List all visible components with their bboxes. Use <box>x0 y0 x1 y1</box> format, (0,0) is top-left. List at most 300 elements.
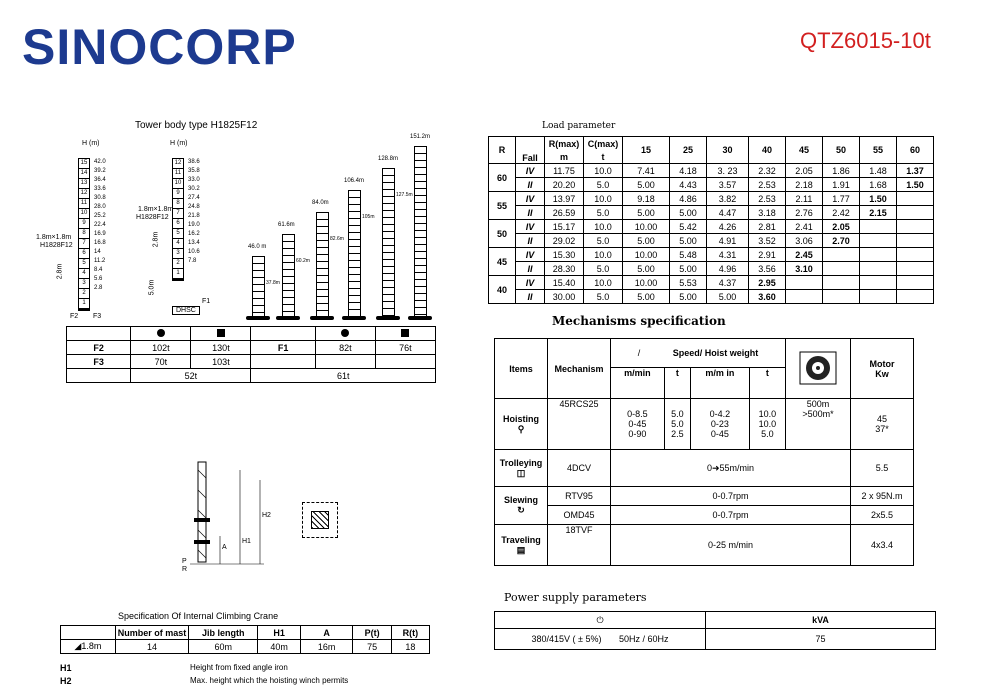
lp-value: 5.00 <box>623 206 670 220</box>
lp-value: 9.18 <box>623 192 670 206</box>
label-h1828-b: H1828F12 <box>136 214 169 221</box>
lp-value: 1.86 <box>822 164 859 178</box>
power-freq: 50Hz / 60Hz <box>618 634 669 644</box>
lp-rmax: 29.02 <box>545 234 584 248</box>
lp-h-r4: 45 <box>785 137 822 164</box>
load-row <box>489 290 934 304</box>
f2-b: 130t <box>191 341 251 355</box>
mast-height: 7.8 <box>188 258 197 264</box>
climbing-crane-figure <box>180 460 300 573</box>
mast-section: 11 <box>172 168 184 178</box>
hoist-w2 <box>749 399 785 450</box>
clim-h5: P(t) <box>353 626 391 640</box>
jib-side-label: 60.2m <box>296 258 310 264</box>
hoist-s2 <box>691 399 750 450</box>
lp-h-cmax: C(max) <box>584 137 623 151</box>
jib-height-label: 61.6m <box>278 222 295 228</box>
hoist-s2-1: 0-23 <box>710 419 729 429</box>
lp-value <box>785 276 822 290</box>
clim-r2: 60m <box>189 640 258 654</box>
lp-h-rmax: R(max) <box>545 137 584 151</box>
hoist-w1-1: 5.0 <box>671 419 684 429</box>
jib-mast-base <box>376 316 400 320</box>
lp-value <box>896 262 933 276</box>
lp-value: 3.57 <box>706 178 748 192</box>
mh-slash: / <box>637 348 641 358</box>
f-empty-4 <box>315 355 375 369</box>
label-h1828: H1828F12 <box>40 242 73 249</box>
hoist-s2-2: 0-45 <box>710 429 729 439</box>
lp-value: 4.18 <box>669 164 706 178</box>
slewing-kw1: 2 x 95N.m <box>851 487 914 506</box>
lp-cmax: 10.0 <box>584 248 623 262</box>
mast-section: 8 <box>78 228 90 238</box>
mast-height: 25.2 <box>94 213 106 219</box>
traveling-speed: 0-25 m/min <box>611 525 851 566</box>
mast-height: 30.8 <box>94 195 106 201</box>
lp-value: 3.56 <box>748 262 785 276</box>
clim-h0 <box>61 626 116 640</box>
lp-h-r: R <box>489 137 516 164</box>
load-row <box>489 178 934 192</box>
lp-rmax: 15.40 <box>545 276 584 290</box>
power-plug-icon: ⏻ <box>596 614 604 625</box>
lp-value <box>896 248 933 262</box>
lp-value: 2.70 <box>822 234 859 248</box>
lp-value: 4.47 <box>706 206 748 220</box>
slewing-mech1: RTV95 <box>548 487 611 506</box>
lp-value: 2.15 <box>859 206 896 220</box>
lp-cmax: 5.0 <box>584 206 623 220</box>
fig-label-p: P <box>182 558 187 565</box>
f1-label: F1 <box>251 341 315 355</box>
label-2-8m: 2.8m <box>56 263 64 280</box>
lp-value <box>859 290 896 304</box>
mast-height: 24.8 <box>188 204 200 210</box>
mast-section: 1 <box>172 268 184 278</box>
mast-section: 1 <box>78 298 90 308</box>
force-table <box>66 326 436 383</box>
trolleying-speed: 0➜55m/min <box>611 450 851 487</box>
lp-value <box>896 206 933 220</box>
lp-value: 2.81 <box>748 220 785 234</box>
square-icon <box>191 327 251 341</box>
lp-group-r: 55 <box>489 192 516 220</box>
hoist-w1-2: 2.5 <box>671 429 684 439</box>
mh-motor-text: Motor <box>869 358 895 369</box>
mast-section: 9 <box>172 188 184 198</box>
slewing-icon: ↻ <box>517 505 525 515</box>
lp-value: 3.60 <box>748 290 785 304</box>
jib-mast-base <box>246 316 270 320</box>
lp-h-r6: 55 <box>859 137 896 164</box>
mast-section: 15 <box>78 158 90 168</box>
clim-r4: 16m <box>300 640 353 654</box>
label-2-8m-b: 2.8m <box>152 231 160 248</box>
clim-r5: 75 <box>353 640 391 654</box>
mast-height: 22.4 <box>94 222 106 228</box>
lp-value: 2.11 <box>785 192 822 206</box>
lp-value <box>859 262 896 276</box>
lp-value: 2.18 <box>785 178 822 192</box>
lp-value: 1.48 <box>859 164 896 178</box>
note-h1-val: Height from fixed angle iron <box>190 663 288 672</box>
lp-fall: II <box>516 290 545 304</box>
power-volt-cell <box>495 629 706 650</box>
tower-body-title: Tower body type H1825F12 <box>135 120 258 131</box>
fig-label-r: R <box>182 566 188 573</box>
f3-a: 70t <box>131 355 191 369</box>
lp-value <box>822 276 859 290</box>
mast-height: 10.6 <box>188 249 200 255</box>
jib-height-label: 128.8m <box>378 156 399 162</box>
mast-base <box>172 278 184 281</box>
label-dhsc: DHSC <box>172 306 200 315</box>
lp-value: 1.37 <box>896 164 933 178</box>
model-number: QTZ6015-10t <box>800 28 931 53</box>
lp-h-r2: 30 <box>706 137 748 164</box>
lp-value: 5.00 <box>623 178 670 192</box>
mast-height: 2.8 <box>94 285 103 291</box>
lp-value: 1.50 <box>859 192 896 206</box>
lp-value: 2.45 <box>785 248 822 262</box>
load-row <box>489 234 934 248</box>
lp-value <box>896 276 933 290</box>
lp-value: 3.10 <box>785 262 822 276</box>
hoisting-text: Hoisting <box>503 413 539 424</box>
lp-value: 5.00 <box>706 290 748 304</box>
lp-fall: II <box>516 234 545 248</box>
total-left: 52t <box>131 369 251 383</box>
lp-h-r7: 60 <box>896 137 933 164</box>
lp-cmax: 5.0 <box>584 178 623 192</box>
clim-h3: H1 <box>258 626 300 640</box>
lp-value <box>822 262 859 276</box>
round-icon <box>131 327 191 341</box>
mh-t2: t <box>749 368 785 399</box>
power-plug-cell <box>495 612 706 629</box>
lp-value: 2.76 <box>785 206 822 220</box>
mast-section: 4 <box>78 268 90 278</box>
jib-mast <box>252 256 265 318</box>
mechanisms-title: Mechanisms specification <box>552 314 726 328</box>
mast-size-icon: ◢ <box>74 641 82 651</box>
total-empty <box>67 369 131 383</box>
hoist-s1-2: 0-90 <box>628 429 647 439</box>
jib-mast-base <box>310 316 334 320</box>
hoisting-label <box>495 399 548 450</box>
lp-cmax: 10.0 <box>584 220 623 234</box>
mast-section: 14 <box>78 168 90 178</box>
fig-label-a: A <box>222 544 227 551</box>
lp-value: 5.00 <box>669 262 706 276</box>
mast-section: 10 <box>78 208 90 218</box>
lp-cmax: 5.0 <box>584 290 623 304</box>
f-empty-3 <box>251 355 315 369</box>
lp-group-r: 50 <box>489 220 516 248</box>
hoist-w2-0: 10.0 <box>758 409 777 419</box>
mast-height: 21.8 <box>188 213 200 219</box>
lp-value <box>822 290 859 304</box>
lp-value: 7.41 <box>623 164 670 178</box>
jib-side-label: 37.8m <box>266 280 280 286</box>
round-icon-2 <box>315 327 375 341</box>
lp-value: 5.00 <box>669 234 706 248</box>
mh-mmin2: m/m in <box>691 368 750 399</box>
mast-height: 36.4 <box>94 177 106 183</box>
mh-motor <box>851 339 914 399</box>
lp-value: 2.42 <box>822 206 859 220</box>
mast-height: 30.2 <box>188 186 200 192</box>
label-f2: F2 <box>70 313 79 320</box>
slewing-text: Slewing <box>503 495 538 505</box>
mh-speed-text: Speed/ Hoist weight <box>672 348 759 358</box>
label-1-8m-b: 1.8m×1.8m <box>138 206 174 213</box>
hoist-hook-icon: ⚲ <box>517 423 525 434</box>
lp-value: 2.05 <box>822 220 859 234</box>
mast-height: 5.6 <box>94 276 103 282</box>
lp-rmax: 26.59 <box>545 206 584 220</box>
mast-height: 13.4 <box>188 240 200 246</box>
mast-height: 11.2 <box>94 258 106 264</box>
mast-section: 3 <box>78 278 90 288</box>
lp-group-r: 40 <box>489 276 516 304</box>
lp-rmax: 13.97 <box>545 192 584 206</box>
mh-speed <box>611 339 786 368</box>
mh-mechanism: Mechanism <box>548 339 611 399</box>
slewing-mech2: OMD45 <box>548 506 611 525</box>
load-row <box>489 192 934 206</box>
lp-h-r1: 25 <box>669 137 706 164</box>
lp-value: 2.05 <box>785 164 822 178</box>
fig-label-h2: H2 <box>262 512 271 519</box>
trolleying-label <box>495 450 548 487</box>
lp-value <box>896 290 933 304</box>
clim-h6: R(t) <box>391 626 429 640</box>
load-row <box>489 206 934 220</box>
mast-section: 5 <box>172 228 184 238</box>
mast-height: 39.2 <box>94 168 106 174</box>
f2-label: F2 <box>67 341 131 355</box>
mast-section: 2 <box>172 258 184 268</box>
lp-value <box>896 234 933 248</box>
lp-fall: II <box>516 206 545 220</box>
hoist-w1-0: 5.0 <box>671 409 684 419</box>
hook-h-label-2: H (m) <box>170 140 188 147</box>
mast-height: 42.0 <box>94 159 106 165</box>
hoist-w2-1: 10.0 <box>758 419 777 429</box>
jib-side-label: 105m <box>362 214 375 220</box>
mast-section: 6 <box>78 248 90 258</box>
power-kva-head: kVA <box>706 612 936 629</box>
lp-rmax: 15.17 <box>545 220 584 234</box>
lp-fall: IV <box>516 276 545 290</box>
mast-height: 16.2 <box>188 231 200 237</box>
mast-section: 7 <box>172 208 184 218</box>
slewing-kw2: 2x5.5 <box>851 506 914 525</box>
mast-section: 12 <box>78 188 90 198</box>
lp-value: 5.53 <box>669 276 706 290</box>
jib-height-label: 106.4m <box>344 178 365 184</box>
lp-value: 1.91 <box>822 178 859 192</box>
lp-value <box>859 234 896 248</box>
mast-column-2 <box>172 158 200 281</box>
note-h2-key: H2 <box>60 676 72 686</box>
lp-fall: II <box>516 178 545 192</box>
lp-value: 1.50 <box>896 178 933 192</box>
hoist-kw-1: 37* <box>875 424 889 434</box>
lp-value: 2.53 <box>748 192 785 206</box>
cable-drum-icon <box>798 350 838 386</box>
mast-section: 5 <box>78 258 90 268</box>
hoist-s2-0: 0-4.2 <box>709 409 731 419</box>
mh-kw-text: Kw <box>875 368 889 379</box>
hook-h-label-1: H (m) <box>82 140 100 147</box>
lp-value: 4.91 <box>706 234 748 248</box>
mast-height: 16.9 <box>94 231 106 237</box>
clim-r0 <box>61 640 116 654</box>
hoist-s1-1: 0-45 <box>628 419 647 429</box>
lp-cmax: 10.0 <box>584 276 623 290</box>
lp-h-rmax-unit: m <box>545 150 584 164</box>
mast-section: 10 <box>172 178 184 188</box>
power-kva: 75 <box>706 629 936 650</box>
jib-mast <box>382 168 395 318</box>
hoist-s1-0: 0-8.5 <box>627 409 648 419</box>
hoist-w2-2: 5.0 <box>761 429 774 439</box>
lp-value: 5.00 <box>669 206 706 220</box>
mh-mmin: m/min <box>611 368 665 399</box>
fig-label-h1: H1 <box>242 538 251 545</box>
jib-mast <box>282 234 295 318</box>
lp-value: 10.00 <box>623 248 670 262</box>
climbing-crane-svg <box>180 460 300 570</box>
mast-section: 11 <box>78 198 90 208</box>
mast-height: 8.4 <box>94 267 103 273</box>
lp-h-r3: 40 <box>748 137 785 164</box>
tower-body-drawing <box>30 134 450 323</box>
lp-fall: IV <box>516 220 545 234</box>
lp-value: 4.86 <box>669 192 706 206</box>
traveling-text: Traveling <box>501 534 541 545</box>
mast-height: 38.6 <box>188 159 200 165</box>
note-h2-val: Max. height which the hoisting winch permits <box>190 676 349 685</box>
mechanisms-table <box>494 338 914 566</box>
jib-mast-base <box>408 316 432 320</box>
mast-section: 6 <box>172 218 184 228</box>
climbing-title: Specification Of Internal Climbing Crane <box>118 611 279 621</box>
mast-column-1 <box>78 158 106 311</box>
lp-value: 1.77 <box>822 192 859 206</box>
clim-h1: Number of mast <box>115 626 188 640</box>
jib-height-label: 84.0m <box>312 200 329 206</box>
lp-rmax: 28.30 <box>545 262 584 276</box>
power-voltage: 380/415V ( ± 5%) <box>531 634 602 644</box>
lp-value: 3. 23 <box>706 164 748 178</box>
jib-mast <box>316 212 329 318</box>
mast-height: 14 <box>94 249 101 255</box>
lp-value: 5.00 <box>669 290 706 304</box>
lp-fall: IV <box>516 164 545 178</box>
lp-h-r5: 50 <box>822 137 859 164</box>
traveling-label <box>495 525 548 566</box>
hoist-kw-0: 45 <box>876 414 887 424</box>
lp-fall: IV <box>516 192 545 206</box>
hoist-w1 <box>664 399 690 450</box>
mast-section: 13 <box>78 178 90 188</box>
slewing-label <box>495 487 548 525</box>
lp-value: 10.00 <box>623 220 670 234</box>
mh-items: Items <box>495 339 548 399</box>
f3-b: 103t <box>191 355 251 369</box>
load-row <box>489 248 934 262</box>
trolleying-mech: 4DCV <box>548 450 611 487</box>
jib-mast <box>348 190 361 318</box>
jib-side-label: 82.6m <box>330 236 344 242</box>
jib-mast <box>414 146 427 318</box>
lp-value <box>859 248 896 262</box>
lp-cmax: 10.0 <box>584 164 623 178</box>
mast-base <box>78 308 90 311</box>
lp-value <box>785 290 822 304</box>
climbing-table <box>60 625 430 654</box>
force-empty-2 <box>251 327 315 341</box>
clim-h4: A <box>300 626 353 640</box>
lp-group-r: 60 <box>489 164 516 192</box>
hoist-s1 <box>611 399 665 450</box>
power-table <box>494 611 936 650</box>
mh-t: t <box>664 368 690 399</box>
lp-value: 4.43 <box>669 178 706 192</box>
lp-rmax: 15.30 <box>545 248 584 262</box>
hoist-rope: 500m >500m* <box>786 399 851 450</box>
mast-section: 3 <box>172 248 184 258</box>
trolleying-text: Trolleying <box>499 457 543 468</box>
label-1-8m: 1.8m×1.8m <box>36 234 72 241</box>
total-right: 61t <box>251 369 436 383</box>
lp-h-fall: Fall <box>516 137 545 164</box>
traveling-mech: 18TVF <box>548 525 611 566</box>
mast-height: 16.8 <box>94 240 106 246</box>
lp-value: 3.18 <box>748 206 785 220</box>
jib-height-label: 46.0 m <box>248 244 267 250</box>
mast-height: 19.0 <box>188 222 200 228</box>
lp-value: 5.00 <box>623 290 670 304</box>
mast-section-detail <box>302 502 338 538</box>
slewing-speed2: 0-0.7rpm <box>611 506 851 525</box>
f1-c: 82t <box>315 341 375 355</box>
label-5m: 5.0m <box>148 279 156 296</box>
lp-value: 2.53 <box>748 178 785 192</box>
lp-value: 2.32 <box>748 164 785 178</box>
mast-section: 7 <box>78 238 90 248</box>
lp-value: 5.00 <box>623 262 670 276</box>
mast-height: 33.6 <box>94 186 106 192</box>
lp-h-cmax-unit: t <box>584 150 623 164</box>
lp-group-r: 45 <box>489 248 516 276</box>
jib-side-label: 127.5m <box>396 192 413 198</box>
lp-value <box>822 248 859 262</box>
lp-value <box>896 192 933 206</box>
lp-value: 5.48 <box>669 248 706 262</box>
lp-cmax: 5.0 <box>584 234 623 248</box>
lp-cmax: 10.0 <box>584 192 623 206</box>
load-param-title: Load parameter <box>542 121 616 131</box>
lp-value: 2.41 <box>785 220 822 234</box>
company-logo: SINOCORP <box>22 19 297 75</box>
lp-cmax: 5.0 <box>584 262 623 276</box>
mast-section: 4 <box>172 238 184 248</box>
